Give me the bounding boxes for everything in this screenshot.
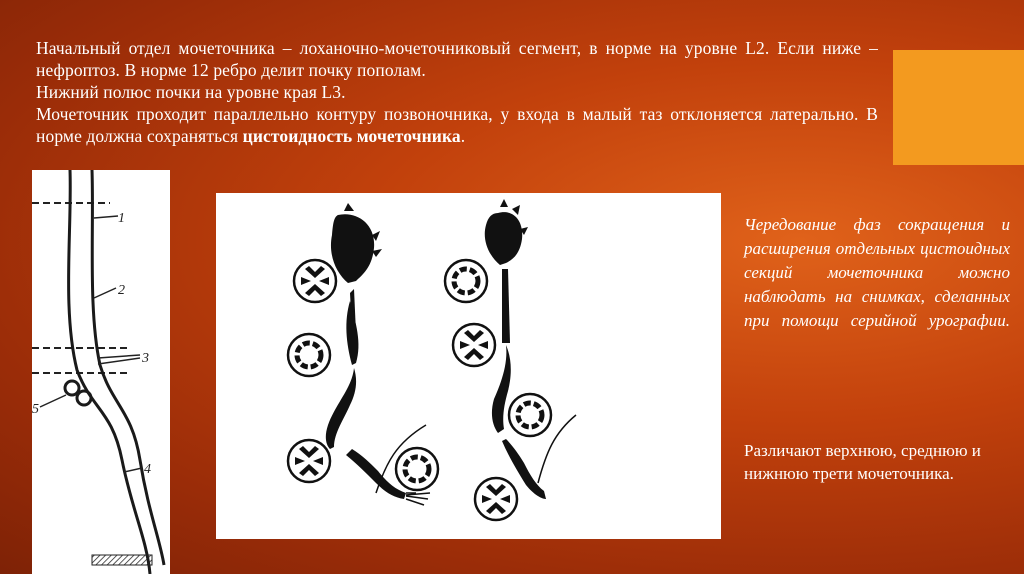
cross-section (445, 260, 487, 302)
cross-section (288, 334, 330, 376)
ureter-segment (502, 269, 510, 343)
leader-line (124, 468, 142, 472)
renal-pelvis-left (331, 214, 374, 283)
leader-line (94, 216, 118, 218)
vessel-circle (77, 391, 91, 405)
ureter-right (485, 199, 576, 499)
cross-section (294, 260, 336, 302)
ureter-inner-line (92, 170, 164, 565)
cross-section (396, 448, 438, 490)
leader-line (94, 288, 116, 298)
paragraph-3-end: . (460, 126, 466, 146)
calyx (512, 205, 520, 215)
leader-line (98, 358, 140, 364)
cystoid-ureter-illustration (216, 193, 721, 539)
cross-section (475, 478, 517, 520)
ureter-segment (492, 345, 511, 433)
vessel-circle (65, 381, 79, 395)
cystoid-illustration-svg (216, 193, 721, 539)
paragraph-1: Начальный отдел мочеточника – лоханочно-мочеточниковый сегмент, в норме на уровне L2. Если ниже – нефроптоз. В норме 12 ребро делит почку пополам. (36, 38, 878, 80)
hatched-bar (92, 555, 152, 565)
cross-section (509, 394, 551, 436)
right-caption-italic: Чередование фаз сокращения и расширения отдельных цистоидных секций мочеточника можно наблюдать на снимках, сделанных при помощи серийной урографии. (744, 215, 1010, 330)
cross-section (288, 440, 330, 482)
calyx (344, 203, 354, 211)
bladder-entry (406, 493, 430, 505)
leader-line (40, 395, 66, 407)
label-4: 4 (144, 462, 151, 477)
calyx (500, 199, 508, 207)
renal-pelvis-right (485, 212, 522, 265)
label-3: 3 (142, 351, 149, 366)
accent-rectangle (893, 50, 1024, 165)
cross-section (453, 324, 495, 366)
ureter-segment (326, 368, 356, 449)
paragraph-3-text: Мочеточник проходит параллельно контуру позвоночника, у входа в малый таз отклоняется латерально. В норме должна сохраняться (36, 104, 878, 146)
label-1: 1 (118, 211, 125, 226)
ureter-line-svg (32, 170, 170, 574)
ureter-line-drawing (32, 170, 170, 574)
label-2: 2 (118, 283, 125, 298)
label-5: 5 (32, 402, 39, 417)
paragraph-2: Нижний полюс почки на уровне края L3. (36, 82, 346, 102)
paragraph-3 (36, 103, 878, 147)
right-caption-regular: Различают верхнюю, среднюю и нижнюю трети мочеточника. (744, 441, 981, 483)
leader-line (98, 355, 140, 358)
main-text (36, 37, 878, 147)
ureter-segment (346, 301, 358, 365)
paragraph-3-emphasis: цистоидность мочеточника (242, 126, 461, 146)
